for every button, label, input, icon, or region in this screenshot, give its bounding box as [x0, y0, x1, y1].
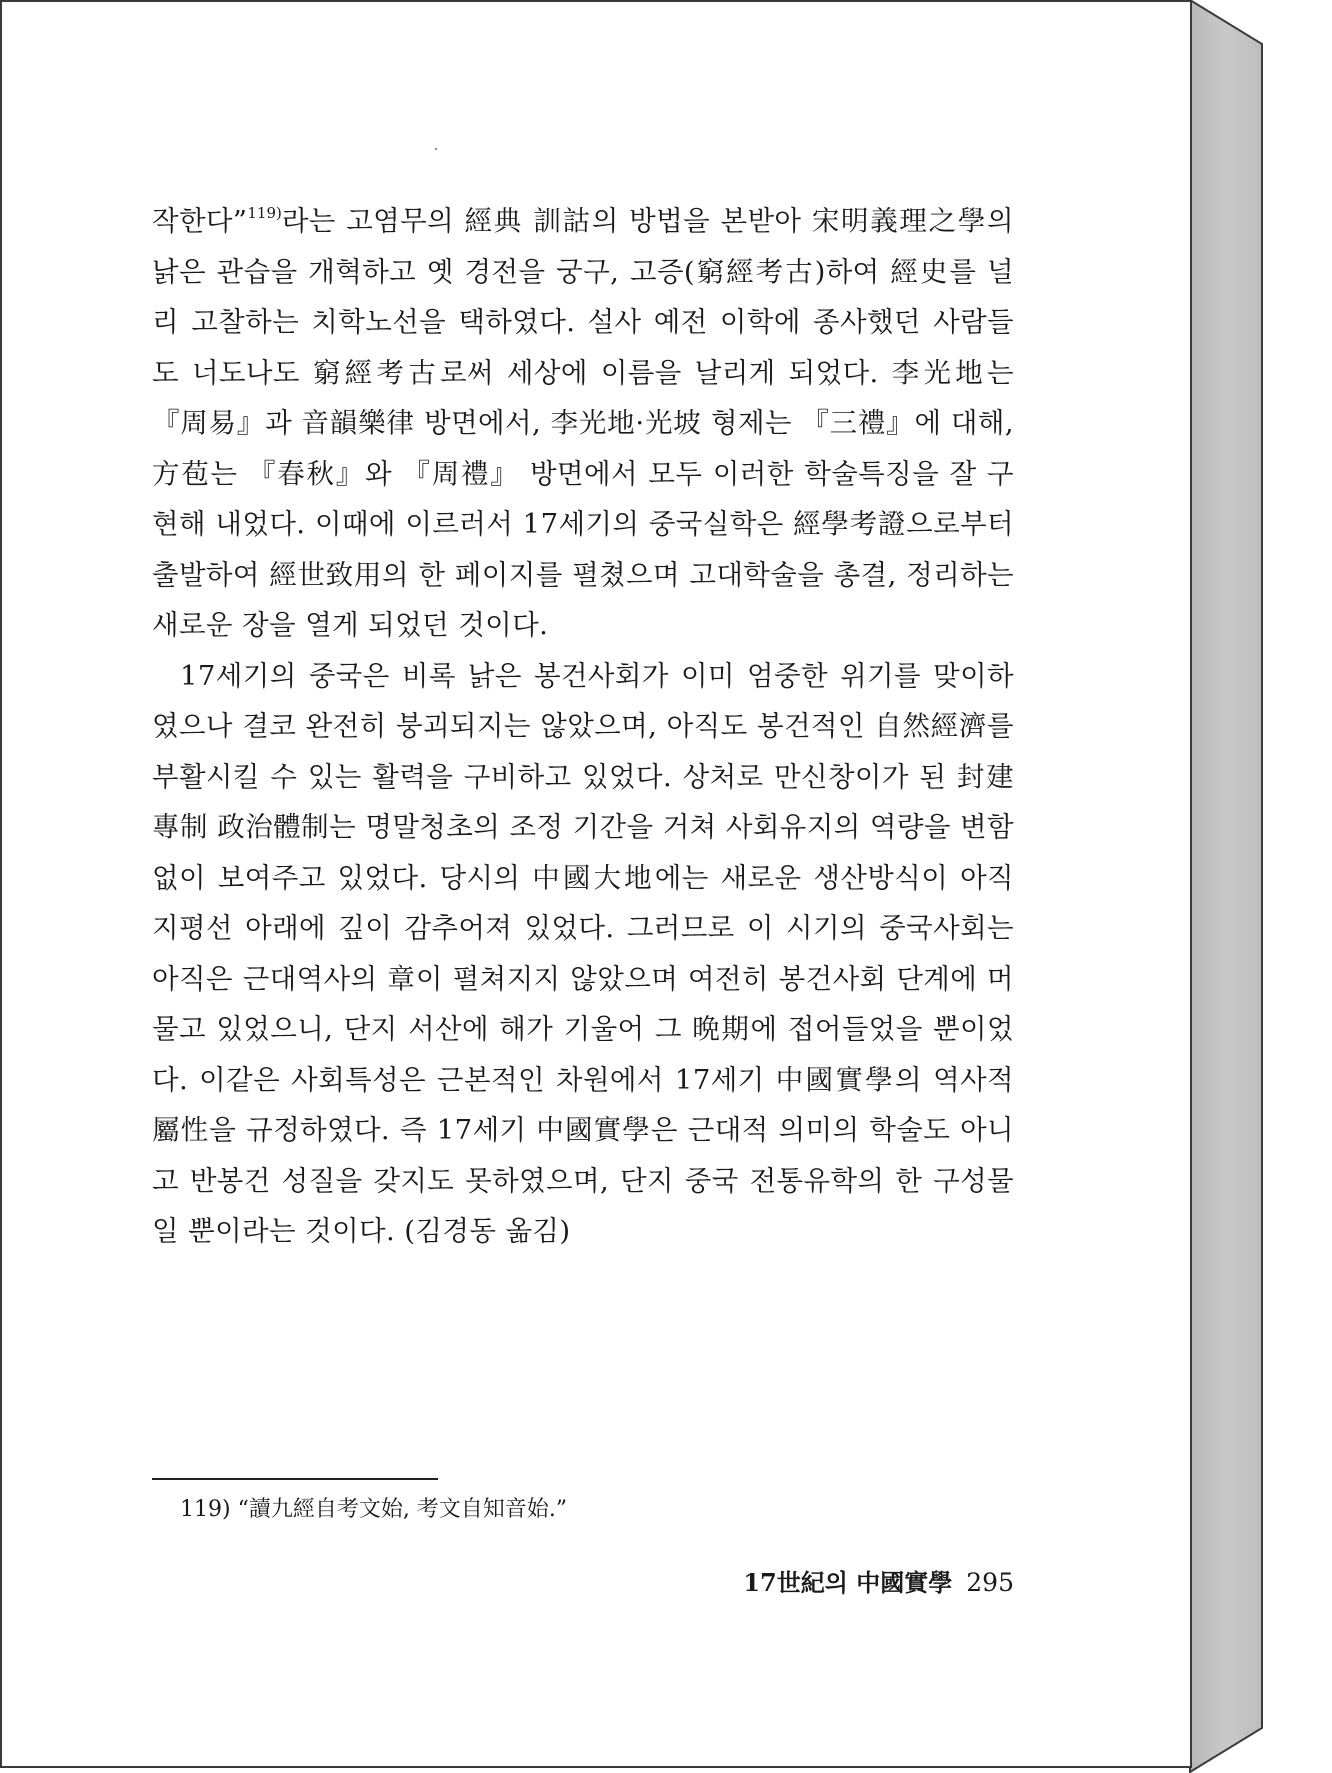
paragraph-1-rest: 라는 고염무의 經典 訓詁의 방법을 본받아 宋明義理之學의 낡은 관습을 개혁하고 옛 경전을 궁구, 고증(窮經考古)하여 經史를 널리 고찰하는 치학노선을 택하였다. 설사 예전 이학에 종사했던 사람들도 너도나도 窮經考古로써 세상에 이름을 날리게 되었다. 李光地는 『周易』과 音韻樂律 방면에서, 李光地·光坡 형제는 『三禮』에 대해, 方苞는 『春秋』와 『周禮』 방면에서 모두 이러한 학술특징을 잘 구현해 내었다. 이때에 이르러서 17세기의 중국실학은 經學考證으로부터 출발하여 經世致用의 한 페이지를 펼쳤으며 고대학술을 총결, 정리하는 새로운 장을 열게 되었던 것이다. — [152, 205, 1014, 641]
page-number: 295 — [966, 1568, 1014, 1597]
footnote-divider — [152, 1478, 438, 1480]
running-title: 17世紀의 中國實學 — [743, 1568, 953, 1597]
paragraph-1 — [152, 196, 1014, 651]
footnote-text: “讀九經自考文始, 考文自知音始.” — [237, 1497, 568, 1522]
footnote-119 — [180, 1494, 567, 1526]
body-text — [152, 196, 1014, 1257]
paragraph-2: 17세기의 중국은 비록 낡은 봉건사회가 이미 엄중한 위기를 맞이하였으나 결코 완전히 붕괴되지는 않았으며, 아직도 봉건적인 自然經濟를 부활시킬 수 있는 활력을 구비하고 있었다. 상처로 만신창이가 된 封建專制 政治體制는 명말청초의 조정 기간을 거쳐 사회유지의 역량을 변함없이 보여주고 있었다. 당시의 中國大地에는 새로운 생산방식이 아직 지평선 아래에 깊이 감추어져 있었다. 그러므로 이 시기의 중국사회는 아직은 근대역사의 章이 펼쳐지지 않았으며 여전히 봉건사회 단계에 머물고 있었으니, 단지 서산에 해가 기울어 그 晩期에 접어들었을 뿐이었다. 이같은 사회특성은 근본적인 차원에서 17세기 中國實學의 역사적 屬性을 규정하였다. 즉 17세기 中國實學은 근대적 의미의 학술도 아니고 반봉건 성질을 갖지도 못하였으며, 단지 중국 전통유학의 한 구성물일 뿐이라는 것이다. (김경동 옮김) — [152, 659, 1014, 1247]
scan-speck — [435, 148, 437, 150]
footnote-reference[interactable]: 119) — [247, 204, 282, 222]
running-footer — [743, 1566, 1014, 1600]
footnote-number: 119) — [180, 1497, 231, 1522]
paragraph-1-start: 작한다” — [152, 205, 248, 237]
